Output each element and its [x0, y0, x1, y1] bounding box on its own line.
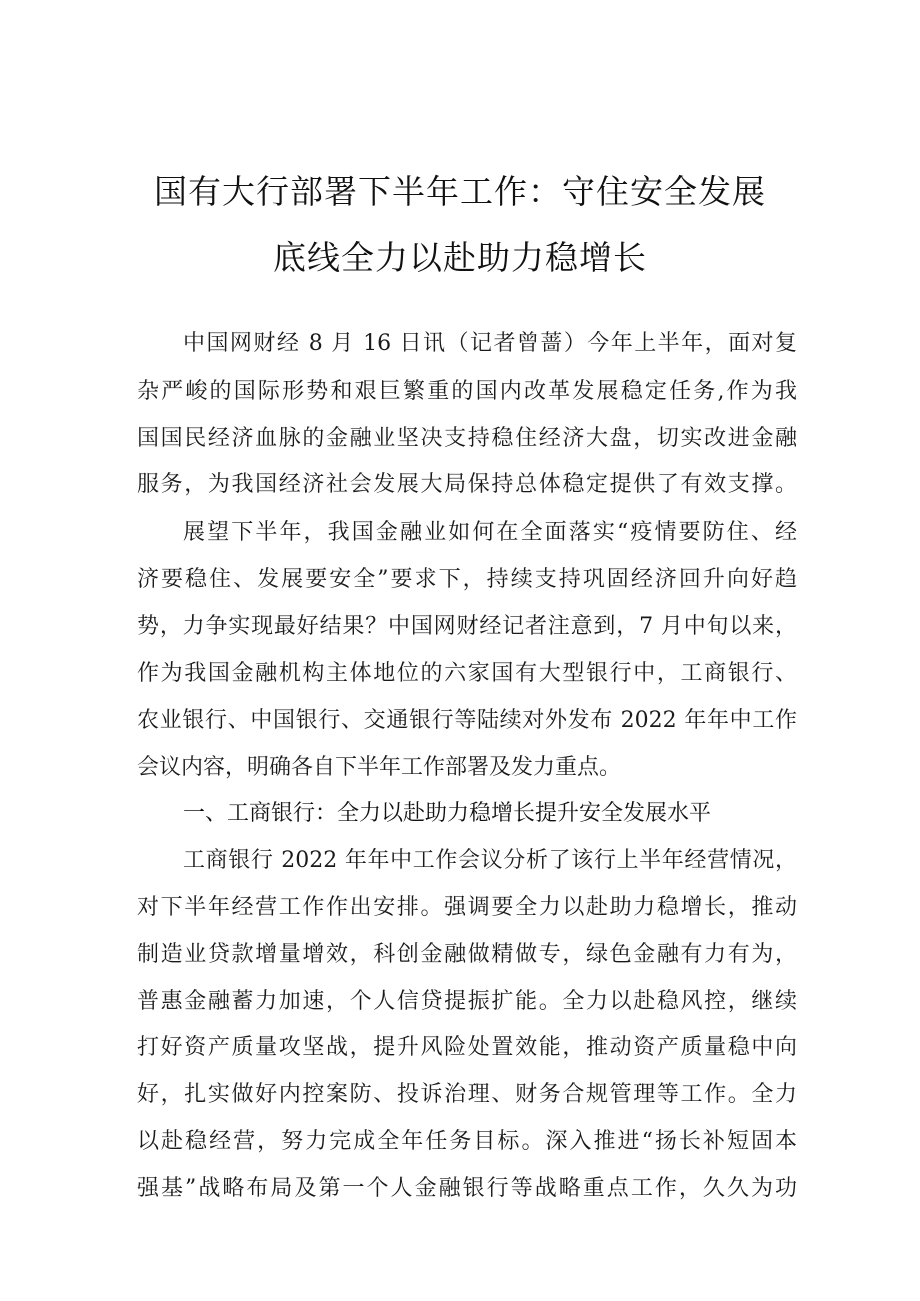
paragraph-2-line-6: 会议内容，明确各自下半年工作部署及发力重点。	[137, 755, 622, 780]
paragraph-1-line-2: 杂严峻的国际形势和艰巨繁重的国内改革发展稳定任务,作为我	[137, 379, 797, 404]
section-paragraph-line-1: 工商银行 2022 年年中工作会议分析了该行上半年经营情况，	[183, 848, 797, 873]
section-heading: 一、工商银行：全力以赴助力稳增长提升安全发展水平	[183, 801, 712, 826]
section-paragraph-line-6: 好，扎实做好内控案防、投诉治理、财务合规管理等工作。全力	[137, 1082, 797, 1107]
section-paragraph-line-5: 打好资产质量攻坚战，提升风险处置效能，推动资产质量稳中向	[137, 1035, 797, 1060]
section-paragraph-line-2: 对下半年经营工作作出安排。强调要全力以赴助力稳增长，推动	[137, 895, 797, 920]
paragraph-2-line-1: 展望下半年，我国金融业如何在全面落实“疫情要防住、经	[183, 520, 797, 545]
paragraph-1-line-3: 国国民经济血脉的金融业坚决支持稳住经济大盘，切实改进金融	[137, 426, 797, 451]
paragraph-2-line-5: 农业银行、中国银行、交通银行等陆续对外发布 2022 年年中工作	[137, 708, 797, 733]
paragraph-2-line-2: 济要稳住、发展要安全”要求下，持续支持巩固经济回升向好趋	[137, 567, 797, 592]
paragraph-2-line-3: 势，力争实现最好结果？中国网财经记者注意到，7 月中旬以来，	[137, 614, 797, 639]
paragraph-1-line-4: 服务，为我国经济社会发展大局保持总体稳定提供了有效支撑。	[137, 472, 797, 497]
paragraph-1-line-1: 中国网财经 8 月 16 日讯（记者曾蔷）今年上半年，面对复	[183, 331, 797, 356]
paragraph-2-line-4: 作为我国金融机构主体地位的六家国有大型银行中，工商银行、	[137, 661, 797, 686]
section-paragraph-line-7: 以赴稳经营，努力完成全年任务目标。深入推进“扬长补短固本	[137, 1129, 797, 1154]
section-paragraph-line-8: 强基”战略布局及第一个人金融银行等战略重点工作，久久为功	[137, 1176, 797, 1201]
section-paragraph-line-4: 普惠金融蓄力加速，个人信贷提振扩能。全力以赴稳风控，继续	[137, 989, 797, 1014]
document-title-line-2: 底线全力以赴助力稳增长	[273, 238, 647, 277]
document-title-line-1: 国有大行部署下半年工作：守住安全发展	[154, 172, 766, 211]
section-paragraph-line-3: 制造业贷款增量增效，科创金融做精做专，绿色金融有力有为，	[137, 942, 797, 967]
